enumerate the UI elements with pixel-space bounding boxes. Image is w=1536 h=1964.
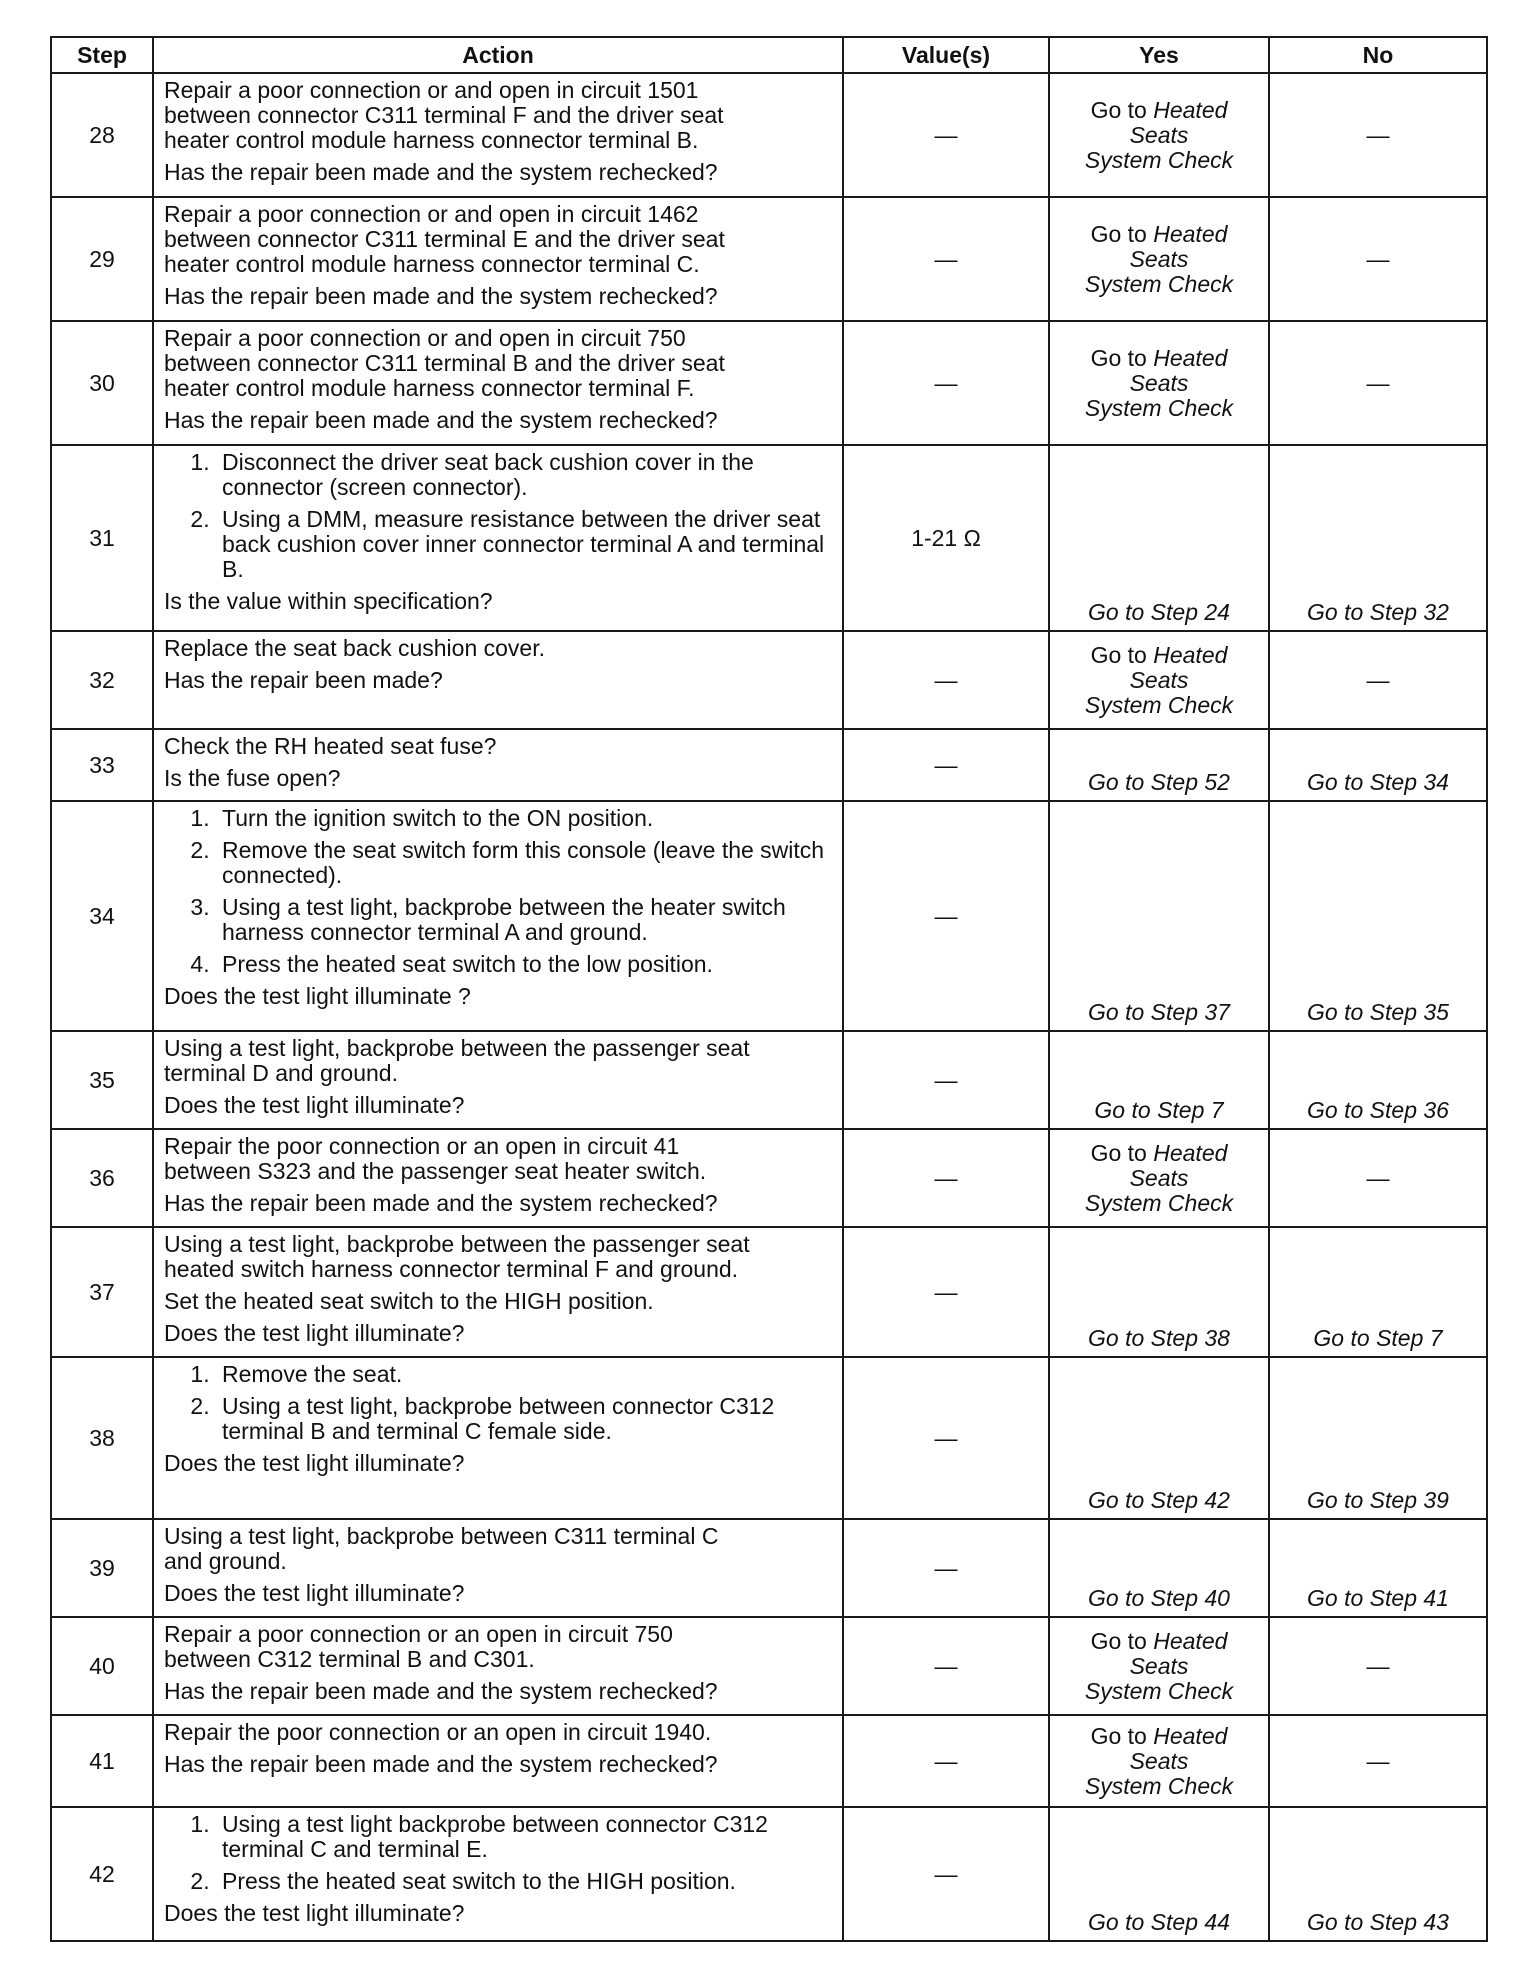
yes-goto-heated-seats	[1056, 643, 1262, 668]
step-number: 38	[51, 1357, 153, 1519]
action-cell	[153, 1519, 843, 1617]
seats-word: Seats	[1129, 1164, 1189, 1191]
action-steps-list	[164, 1362, 834, 1444]
action-cell	[153, 197, 843, 321]
step-number: 31	[51, 445, 153, 631]
action-line: between S323 and the passenger seat heater switch.	[164, 1158, 707, 1184]
action-step-item: 1. Using a test light backprobe between connector C312 terminal C and terminal E.	[216, 1812, 834, 1862]
goto-word: Go to	[1090, 220, 1147, 247]
table-row	[51, 1357, 1487, 1519]
value-cell: —	[843, 73, 1049, 197]
table-row	[51, 729, 1487, 801]
action-step-item: 2. Using a test light, backprobe between connector C312 terminal B and terminal C female side.	[216, 1394, 834, 1444]
system-check-word: System Check	[1084, 691, 1234, 718]
heated-word: Heated	[1153, 1627, 1228, 1654]
action-cell	[153, 321, 843, 445]
action-line: between connector C311 terminal E and the driver seat	[164, 226, 725, 252]
action-instruction: Set the heated seat switch to the HIGH position.	[164, 1288, 654, 1314]
header-yes: Yes	[1049, 37, 1269, 73]
header-step: Step	[51, 37, 153, 73]
action-cell	[153, 801, 843, 1031]
heated-word: Heated	[1153, 344, 1228, 371]
action-cell	[153, 1031, 843, 1129]
action-line: Repair a poor connection or and open in circuit 750	[164, 325, 686, 351]
yes-cell	[1049, 729, 1269, 801]
yes-cell	[1049, 197, 1269, 321]
yes-cell	[1049, 1129, 1269, 1227]
step-number: 32	[51, 631, 153, 729]
yes-cell	[1049, 445, 1269, 631]
no-cell: —	[1269, 631, 1487, 729]
action-question: Does the test light illuminate?	[164, 1900, 465, 1926]
heated-word: Heated	[1153, 220, 1228, 247]
action-line: Check the RH heated seat fuse?	[164, 733, 497, 759]
action-cell	[153, 1227, 843, 1357]
no-cell: —	[1269, 1129, 1487, 1227]
header-action: Action	[153, 37, 843, 73]
action-line: terminal D and ground.	[164, 1060, 398, 1086]
action-line: Repair the poor connection or an open in circuit 1940.	[164, 1719, 712, 1745]
value-cell: —	[843, 321, 1049, 445]
yes-goto-link: Go to Step 44	[1088, 1909, 1230, 1935]
table-row	[51, 321, 1487, 445]
action-step-item: 3. Using a test light, backprobe between the heater switch harness connector terminal A and ground.	[216, 895, 834, 945]
yes-goto-heated-seats	[1056, 1629, 1262, 1654]
action-cell	[153, 1807, 843, 1941]
yes-goto-heated-seats	[1056, 98, 1262, 123]
yes-goto-link: Go to Step 38	[1088, 1325, 1230, 1351]
no-cell: —	[1269, 1715, 1487, 1807]
action-question: Has the repair been made and the system rechecked?	[164, 1751, 718, 1777]
goto-word: Go to	[1090, 1139, 1147, 1166]
action-question: Has the repair been made and the system rechecked?	[164, 1190, 718, 1216]
table-row	[51, 1715, 1487, 1807]
yes-cell	[1049, 1715, 1269, 1807]
action-question: Does the test light illuminate?	[164, 1580, 465, 1606]
table-row	[51, 631, 1487, 729]
action-step-item: 1. Disconnect the driver seat back cushion cover in the connector (screen connector).	[216, 450, 834, 500]
table-row	[51, 801, 1487, 1031]
no-cell: Go to Step 35	[1269, 801, 1487, 1031]
step-number: 34	[51, 801, 153, 1031]
no-cell: —	[1269, 321, 1487, 445]
value-cell: —	[843, 1519, 1049, 1617]
seats-word: Seats	[1129, 1652, 1189, 1679]
no-cell: Go to Step 34	[1269, 729, 1487, 801]
step-number: 41	[51, 1715, 153, 1807]
heated-word: Heated	[1153, 641, 1228, 668]
yes-goto-heated-seats	[1056, 346, 1262, 371]
seats-word: Seats	[1129, 666, 1189, 693]
yes-goto-link: Go to Step 40	[1088, 1585, 1230, 1611]
value-cell: —	[843, 631, 1049, 729]
action-line: heated switch harness connector terminal F and ground.	[164, 1256, 739, 1282]
action-steps-list	[164, 806, 834, 977]
action-question: Does the test light illuminate ?	[164, 983, 471, 1009]
system-check-word: System Check	[1084, 1189, 1234, 1216]
action-line: and ground.	[164, 1548, 287, 1574]
yes-cell	[1049, 1357, 1269, 1519]
goto-word: Go to	[1090, 641, 1147, 668]
seats-word: Seats	[1129, 245, 1189, 272]
action-line: heater control module harness connector terminal B.	[164, 127, 699, 153]
seats-word: Seats	[1129, 1747, 1189, 1774]
yes-cell	[1049, 73, 1269, 197]
yes-cell	[1049, 1617, 1269, 1715]
action-step-item: 2. Using a DMM, measure resistance between the driver seat back cushion cover inner connector terminal A and terminal B.	[216, 507, 834, 582]
table-row	[51, 1031, 1487, 1129]
action-question: Does the test light illuminate?	[164, 1320, 465, 1346]
action-step-item: 2. Remove the seat switch form this console (leave the switch connected).	[216, 838, 834, 888]
seats-word: Seats	[1129, 121, 1189, 148]
header-values: Value(s)	[843, 37, 1049, 73]
goto-word: Go to	[1090, 344, 1147, 371]
header-row	[51, 37, 1487, 73]
action-cell	[153, 1617, 843, 1715]
system-check-word: System Check	[1084, 1677, 1234, 1704]
action-line: heater control module harness connector terminal C.	[164, 251, 700, 277]
yes-goto-link: Go to Step 42	[1088, 1487, 1230, 1513]
value-cell: —	[843, 1129, 1049, 1227]
step-number: 37	[51, 1227, 153, 1357]
seats-word: Seats	[1129, 369, 1189, 396]
heated-word: Heated	[1153, 1722, 1228, 1749]
action-question: Has the repair been made and the system rechecked?	[164, 283, 718, 309]
step-number: 33	[51, 729, 153, 801]
table-row	[51, 73, 1487, 197]
value-cell: —	[843, 1617, 1049, 1715]
step-number: 28	[51, 73, 153, 197]
action-question: Does the test light illuminate?	[164, 1092, 465, 1118]
yes-goto-link: Go to Step 7	[1094, 1097, 1224, 1123]
action-step-item: 4. Press the heated seat switch to the low position.	[216, 952, 834, 977]
step-number: 30	[51, 321, 153, 445]
action-cell	[153, 631, 843, 729]
no-cell: Go to Step 7	[1269, 1227, 1487, 1357]
action-question: Has the repair been made and the system rechecked?	[164, 1678, 718, 1704]
action-question: Has the repair been made and the system rechecked?	[164, 407, 718, 433]
action-question: Is the fuse open?	[164, 765, 341, 791]
table-row	[51, 1807, 1487, 1941]
step-number: 29	[51, 197, 153, 321]
action-step-item: 1. Turn the ignition switch to the ON position.	[216, 806, 834, 831]
action-cell	[153, 445, 843, 631]
diagnostic-table	[50, 36, 1488, 1942]
yes-cell	[1049, 801, 1269, 1031]
table-row	[51, 445, 1487, 631]
system-check-word: System Check	[1084, 394, 1234, 421]
action-line: heater control module harness connector terminal F.	[164, 375, 695, 401]
value-cell: —	[843, 801, 1049, 1031]
header-no: No	[1269, 37, 1487, 73]
goto-word: Go to	[1090, 96, 1147, 123]
yes-cell	[1049, 321, 1269, 445]
yes-goto-link: Go to Step 24	[1088, 599, 1230, 625]
step-number: 35	[51, 1031, 153, 1129]
heated-word: Heated	[1153, 1139, 1228, 1166]
value-cell: —	[843, 1031, 1049, 1129]
yes-goto-heated-seats	[1056, 1141, 1262, 1166]
yes-cell	[1049, 1227, 1269, 1357]
action-step-item: 1. Remove the seat.	[216, 1362, 834, 1387]
action-line: between C312 terminal B and C301.	[164, 1646, 535, 1672]
yes-goto-link: Go to Step 52	[1088, 769, 1230, 795]
action-question: Is the value within specification?	[164, 588, 493, 614]
yes-goto-heated-seats	[1056, 222, 1262, 247]
no-cell: Go to Step 39	[1269, 1357, 1487, 1519]
value-cell: 1-21 Ω	[843, 445, 1049, 631]
action-cell	[153, 729, 843, 801]
value-cell: —	[843, 729, 1049, 801]
action-cell	[153, 1715, 843, 1807]
action-line: Using a test light, backprobe between the passenger seat	[164, 1035, 750, 1061]
goto-word: Go to	[1090, 1627, 1147, 1654]
action-question: Has the repair been made and the system rechecked?	[164, 159, 718, 185]
action-line: Repair a poor connection or an open in circuit 750	[164, 1621, 673, 1647]
yes-cell	[1049, 1519, 1269, 1617]
table-row	[51, 1617, 1487, 1715]
table-row	[51, 1227, 1487, 1357]
action-steps-list	[164, 450, 834, 582]
system-check-word: System Check	[1084, 146, 1234, 173]
action-line: between connector C311 terminal F and the driver seat	[164, 102, 724, 128]
no-cell: Go to Step 32	[1269, 445, 1487, 631]
yes-goto-link: Go to Step 37	[1088, 999, 1230, 1025]
action-line: Repair the poor connection or an open in circuit 41	[164, 1133, 680, 1159]
no-cell: Go to Step 41	[1269, 1519, 1487, 1617]
no-cell: Go to Step 43	[1269, 1807, 1487, 1941]
action-line: Using a test light, backprobe between C311 terminal C	[164, 1523, 719, 1549]
yes-cell	[1049, 631, 1269, 729]
no-cell: —	[1269, 197, 1487, 321]
no-cell: —	[1269, 1617, 1487, 1715]
no-cell: Go to Step 36	[1269, 1031, 1487, 1129]
action-line: Replace the seat back cushion cover.	[164, 635, 546, 661]
action-steps-list	[164, 1812, 834, 1894]
action-line: between connector C311 terminal B and the driver seat	[164, 350, 725, 376]
action-cell	[153, 73, 843, 197]
action-line: Repair a poor connection or and open in circuit 1462	[164, 201, 699, 227]
value-cell: —	[843, 1715, 1049, 1807]
action-cell	[153, 1357, 843, 1519]
table-row	[51, 1519, 1487, 1617]
table-row	[51, 1129, 1487, 1227]
value-cell: —	[843, 1227, 1049, 1357]
step-number: 36	[51, 1129, 153, 1227]
action-step-item: 2. Press the heated seat switch to the HIGH position.	[216, 1869, 834, 1894]
table-row	[51, 197, 1487, 321]
value-cell: —	[843, 197, 1049, 321]
yes-cell	[1049, 1807, 1269, 1941]
step-number: 40	[51, 1617, 153, 1715]
system-check-word: System Check	[1084, 270, 1234, 297]
yes-goto-heated-seats	[1056, 1724, 1262, 1749]
action-question: Does the test light illuminate?	[164, 1450, 465, 1476]
action-line: Using a test light, backprobe between the passenger seat	[164, 1231, 750, 1257]
step-number: 42	[51, 1807, 153, 1941]
value-cell: —	[843, 1357, 1049, 1519]
step-number: 39	[51, 1519, 153, 1617]
no-cell: —	[1269, 73, 1487, 197]
heated-word: Heated	[1153, 96, 1228, 123]
action-cell	[153, 1129, 843, 1227]
system-check-word: System Check	[1084, 1772, 1234, 1799]
action-line: Repair a poor connection or and open in circuit 1501	[164, 77, 699, 103]
goto-word: Go to	[1090, 1722, 1147, 1749]
yes-cell	[1049, 1031, 1269, 1129]
action-question: Has the repair been made?	[164, 667, 443, 693]
value-cell: —	[843, 1807, 1049, 1941]
